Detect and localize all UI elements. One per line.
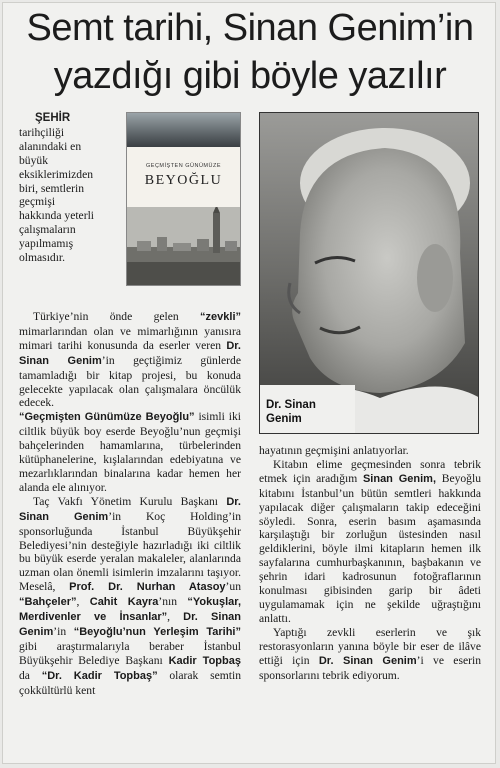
narrow-column-line: eksiklerimizden bbox=[19, 167, 94, 181]
bold-run: “Beyoğlu’nun Yerleşim Tarihi” bbox=[73, 625, 241, 638]
paragraph bbox=[259, 458, 481, 626]
text-run: isimli iki ciltlik büyük boy eserde Beyoğlu’nun geçmişi bahçelerinden hamamlarına, türbelerinden kütüphanelerine, kışlalarından edebiyatına ve mezarlıklarından binalarına kadar hemen her alanda ele alınıyor. bbox=[19, 410, 241, 494]
paragraph bbox=[19, 495, 241, 698]
bold-run: “zevkli” bbox=[200, 311, 241, 323]
narrow-column-line: biri, semtlerin bbox=[19, 181, 85, 195]
text-run: , bbox=[76, 595, 90, 609]
bold-run: Dr. Sinan Genim bbox=[19, 611, 242, 638]
book-cover-top-photo bbox=[127, 113, 240, 147]
paragraph bbox=[259, 626, 481, 683]
narrow-column-line: hakkında yeterli bbox=[19, 209, 95, 223]
caption-line-2: Genim bbox=[266, 413, 302, 425]
text-run: ’i ve eserin sponsorlarını tebrik ediyorum. bbox=[259, 653, 481, 682]
portrait-photo bbox=[259, 112, 479, 434]
caption-line-1: Dr. Sinan bbox=[266, 399, 316, 411]
kicker: ŞEHİR bbox=[35, 112, 71, 124]
text-run: ’in Koç Holding’in sponsorluğunda İstanbul Büyükşehir Belediyesi’nin desteğiyle hazırladığı iki ciltlik bu büyük eserde yeralan makaleler, alanlarında uzman olan önemli isimlerin imzalarını taşıyor. Meselâ, bbox=[19, 509, 241, 594]
text-run: da bbox=[19, 668, 42, 682]
bold-run: Sinan Genim, bbox=[362, 472, 437, 485]
narrow-column-lines bbox=[19, 126, 119, 265]
text-run: Kitabın elime geçmesinden sonra tebrik etmek için aradığım bbox=[259, 457, 481, 485]
narrow-column-line: olmasıdır. bbox=[19, 251, 66, 265]
text-run: mimarlarından olan ve mimarlığının yanısıra mimari tarihi konusunda da eserler veren bbox=[19, 324, 241, 352]
text-run: Beyoğlu kitabını İstanbul’un bütün semtleri hakkında yapılacak diğer çalışmaların takip edeceğini söyledi. Sonra, eserin basım aşamasında karşılaştığı bir zorluğun üstesinden nasıl geldiklerini, böyle ilmi kitapların hemen ilk sayfalarına cumhurbaşkanının, başbakanın ve şehrin idari kadrosunun fotoğraflarının konulması gibisinden garip bir âdeti uygulamamak için ne şekilde uğraştığını anlattı. bbox=[259, 471, 481, 625]
narrow-column-line: alanındaki en bbox=[19, 139, 82, 153]
bold-run: “Bahçeler” bbox=[19, 596, 77, 609]
portrait-illustration bbox=[260, 113, 479, 434]
text-run: Türkiye’nin önde gelen bbox=[33, 310, 201, 323]
bold-run: “Yokuşlar, Merdivenler ve İnsanlar” bbox=[19, 596, 242, 624]
book-subtitle: GEÇMİŞTEN GÜNÜMÜZE bbox=[146, 163, 221, 169]
text-run: ’un bbox=[225, 580, 241, 594]
text-run: Yaptığı zevkli eserlerin ve şık restorasyonların yanına böyle bir eser de ilâve ettiği için bbox=[259, 625, 481, 667]
text-run: Taç Vakfı Yönetim Kurulu Başkanı bbox=[33, 494, 227, 508]
text-run: olarak semtin çokkültürlü kent bbox=[19, 668, 241, 697]
photo-caption bbox=[266, 398, 346, 426]
narrow-column bbox=[19, 112, 119, 265]
bold-run: “Geçmişten Günümüze Beyoğlu” bbox=[19, 411, 195, 424]
narrow-column-line: yapılmamış bbox=[19, 237, 74, 251]
book-cover-cityscape bbox=[127, 207, 240, 285]
paragraph bbox=[19, 410, 241, 494]
bold-run: Dr. Sinan Genim bbox=[318, 654, 417, 667]
text-run: ’in geçtiğimiz günlerde tamamladığı bir kitap projesi, bu konuda gelecekte yapılacak olan çalışmalara öncülük edecek. bbox=[19, 353, 241, 410]
narrow-column-line: büyük bbox=[19, 153, 48, 167]
right-column bbox=[259, 444, 481, 682]
text-run: ’nın bbox=[158, 595, 188, 609]
text-run: , bbox=[167, 610, 184, 624]
headline-line-2: yazdığı gibi böyle yazılır bbox=[53, 55, 447, 97]
bold-run: Kadir Topbaş bbox=[168, 654, 241, 667]
narrow-column-line: tarihçiliği bbox=[19, 125, 65, 139]
bold-run: Dr. Sinan Genim bbox=[19, 339, 241, 367]
bold-run: Dr. Sinan Genim bbox=[19, 495, 241, 523]
bold-run: Cahit Kayra bbox=[89, 596, 159, 609]
left-column bbox=[19, 310, 241, 697]
paragraph: hayatının geçmişini anlatıyorlar. bbox=[259, 444, 409, 457]
paragraph bbox=[19, 310, 241, 410]
narrow-column-line: geçmişi bbox=[19, 195, 56, 209]
book-title: BEYOĞLU bbox=[144, 173, 223, 188]
bold-run: “Dr. Kadir Topbaş” bbox=[41, 669, 158, 682]
headline-line-1: Semt tarihi, Sinan Genim’in bbox=[26, 7, 474, 49]
text-run: gibi araştırmalarıyla beraber İstanbul Büyükşehir Belediye Başkanı bbox=[19, 639, 241, 667]
book-cover-image bbox=[126, 112, 241, 286]
narrow-column-line: çalışmaların bbox=[19, 223, 76, 237]
text-run: ’in bbox=[53, 624, 74, 638]
bold-run: Prof. Dr. Nurhan Atasoy bbox=[69, 581, 226, 594]
